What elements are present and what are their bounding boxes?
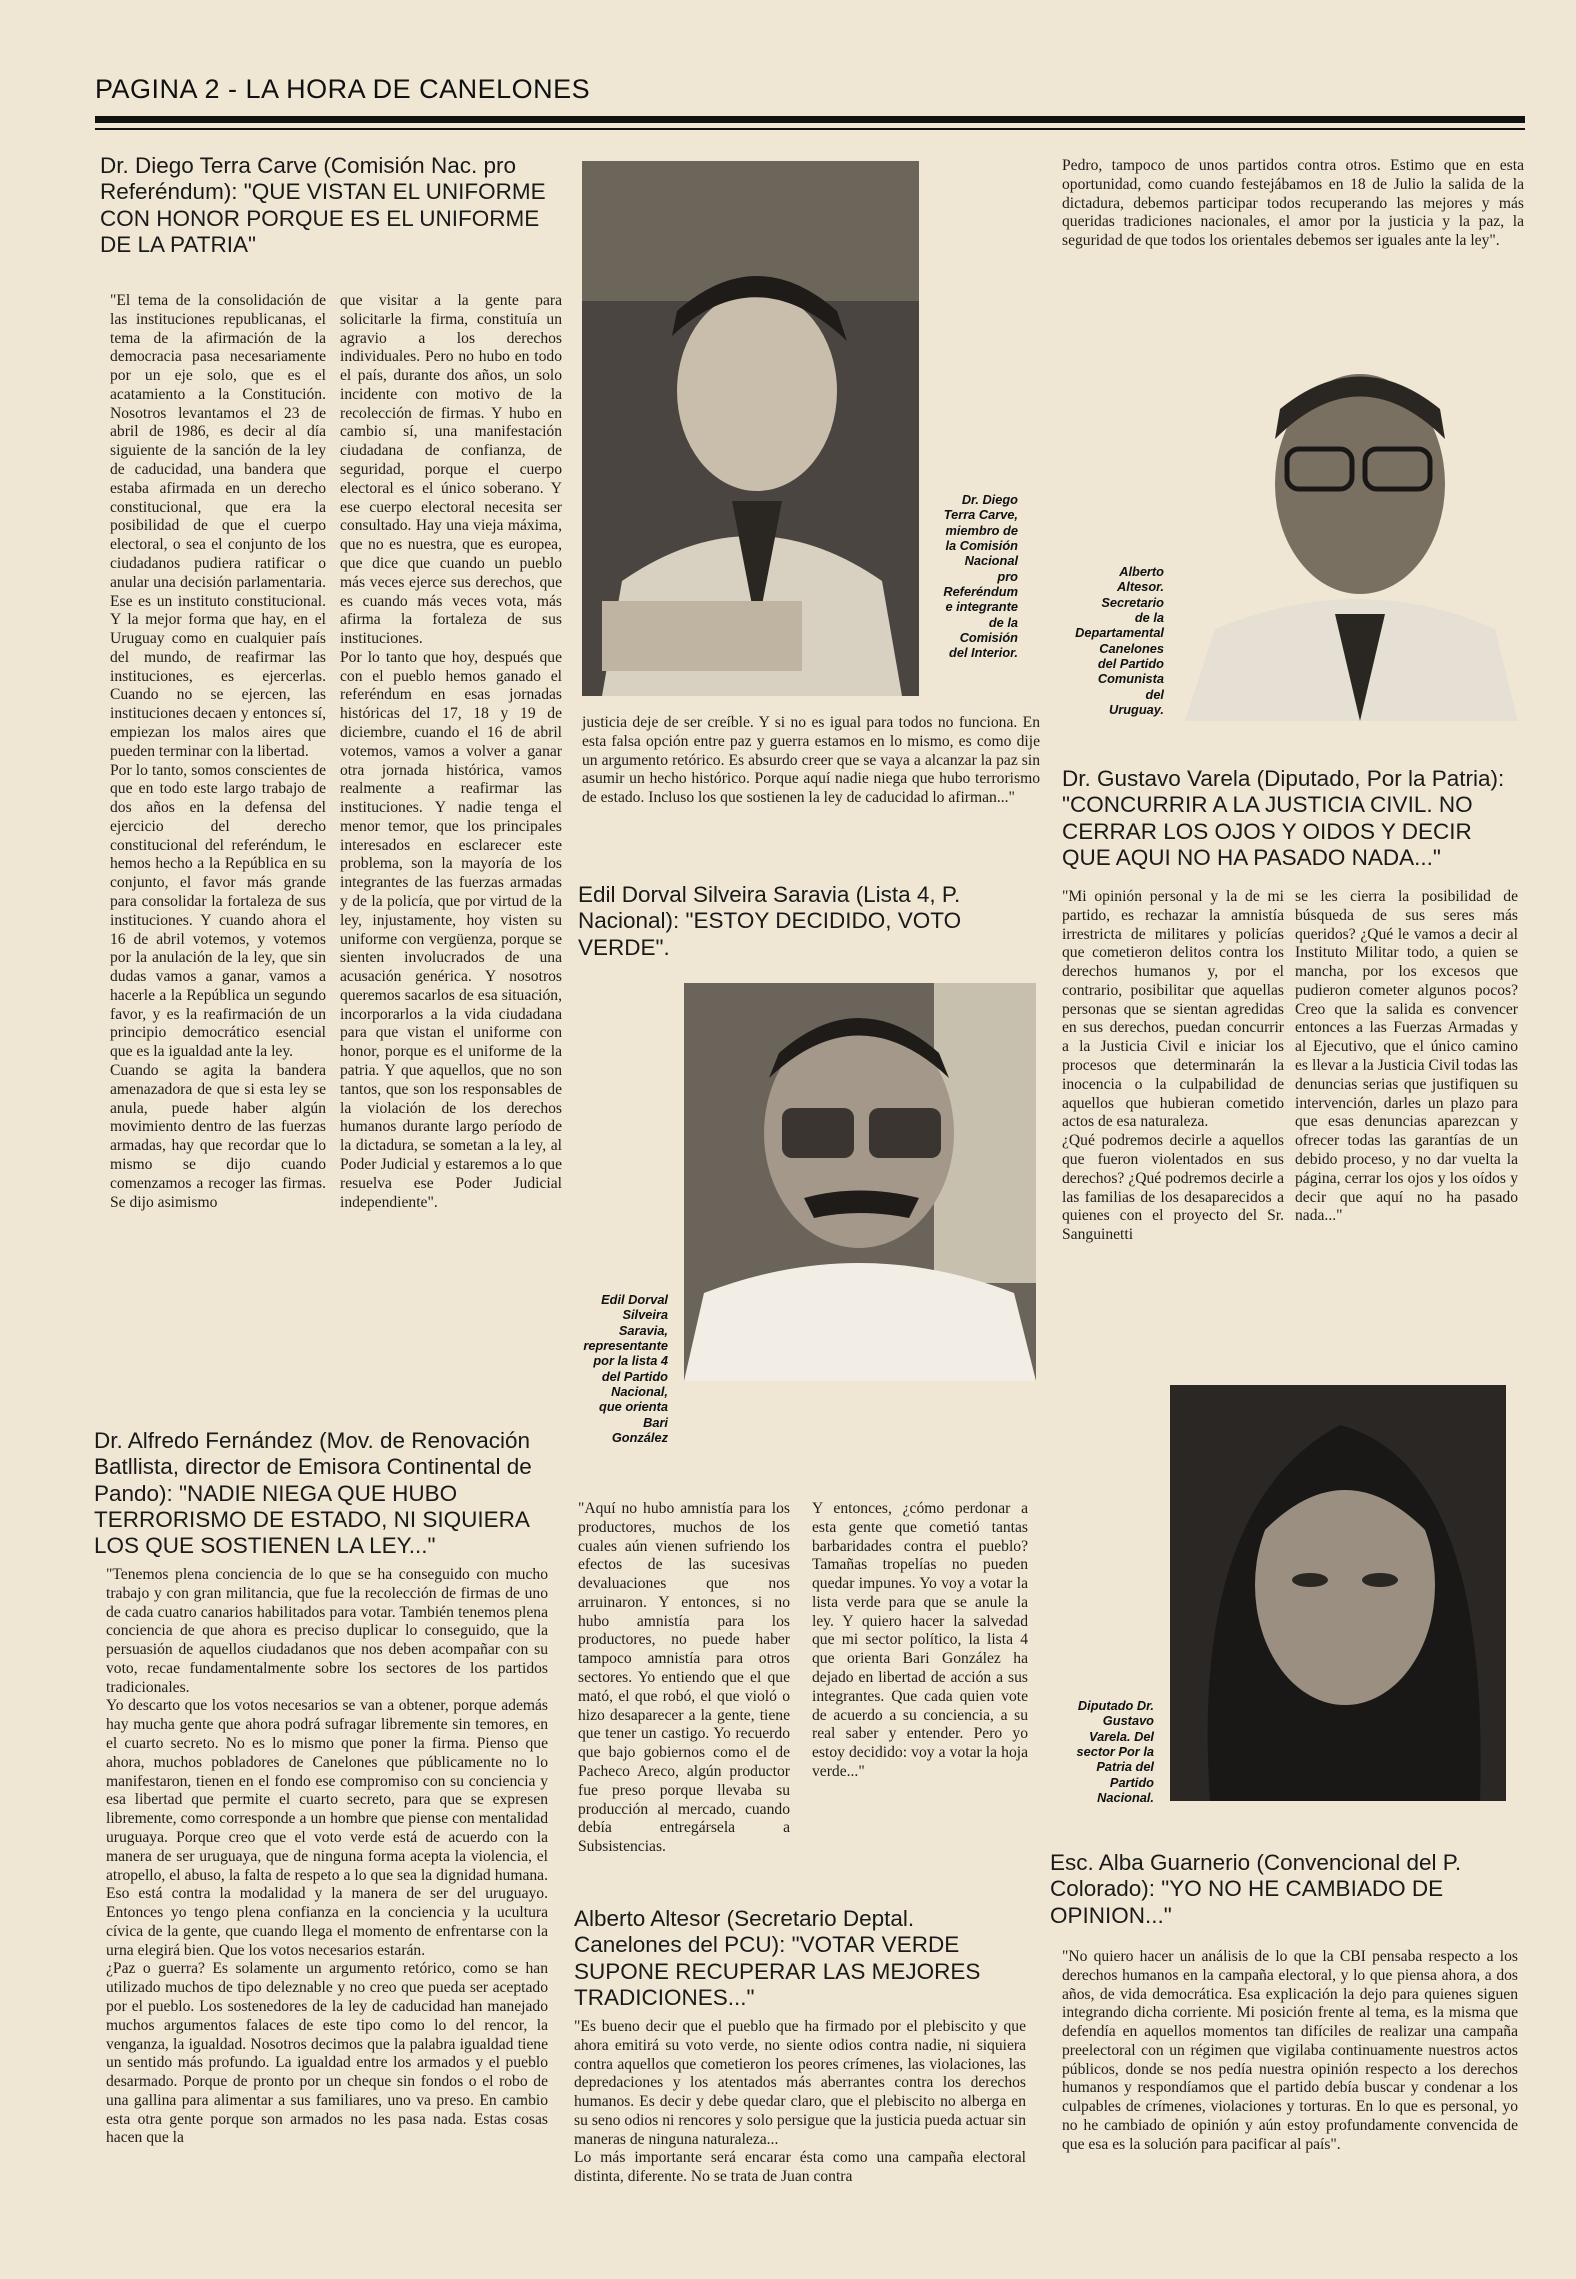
photo-terra-carve (582, 161, 919, 696)
article-body-altesor: "Es bueno decir que el pueblo que ha firmado por el plebiscito y que ahora emitirá su voto verde, no siente odios contra nadie, ni siquiera contra aquellos que cometieron los peores crímenes, las violaciones, las depredaciones y los atentados más aberrantes contra los derechos humanos. Es decir y debe quedar claro, que el plebiscito no alberga en su seno odios ni rencores y solo persigue que la justicia pueda actuar sin maneras de ninguna naturaleza... Lo más importante será encarar ésta como una campaña electoral distinta, diferente. No se trata de Juan contra (574, 2018, 1026, 2186)
caption-varela: Diputado Dr. Gustavo Varela. Del sector Por la Patria del Partido Nacional. (1076, 1698, 1154, 1806)
article-headline-terra: Dr. Diego Terra Carve (Comisión Nac. pro Referéndum): "QUE VISTAN EL UNIFORME CON HONOR PORQUE ES EL UNIFORME DE LA PATRIA" (100, 153, 546, 257)
caption-terra: Dr. Diego Terra Carve, miembro de la Comisión Nacional pro Referéndum e integrante de la Comisión del Interior. (943, 492, 1018, 661)
portrait-silhouette-icon (1175, 349, 1518, 721)
photo-gustavo-varela (1170, 1385, 1506, 1801)
photo-alberto-altesor (1175, 349, 1518, 721)
header-rule-thin (95, 128, 1525, 130)
page-header: PAGINA 2 - LA HORA DE CANELONES (95, 74, 591, 104)
article-body-silveira-col1: "Aquí no hubo amnistía para los productores, muchos de los cuales aún vienen sufriendo los efectos de las sucesivas devaluaciones que nos arruinaron. Y entonces, si no hubo amnistía para los productores, no puede haber tampoco amnistía para otros sectores. Yo entiendo que el que mató, el que robó, el que violó o hizo desaparecer a la gente, tiene que tener un castigo. Yo recuerdo que bajo gobiernos como el de Pacheco Areco, algún productor fue preso porque llevaba su producción al mercado, cuando debía entregársela a Subsistencias. (578, 1500, 790, 1856)
article-body-terra-col2: que visitar a la gente para solicitarle la firma, constituía un agravio a los derechos individuales. Pero no hubo en todo el país, durante dos años, un solo incidente con motivo de la recolección de firmas. Y hubo en cambio sí, una manifestación ciudadana de confianza, de seguridad, porque el cuerpo electoral es el único soberano. Y ese cuerpo electoral necesita ser consultado. Hay una vieja máxima, que no es nuestra, que es europea, que dice que cuando un pueblo más veces ejerce sus derechos, que es cuando más veces vota, más afirma la fortaleza de sus instituciones. Por lo tanto que hoy, después que con el pueblo hemos ganado el referéndum en esas jornadas históricas del 17, 18 y 19 de diciembre, cuando el 16 de abril votemos, vamos a volver a ganar otra jornada histórica, vamos realmente a reafirmar las instituciones. Y nadie tenga el menor temor, que los principales interesados en esclarecer este problema, son la mayoría de los integrantes de las fuerzas armadas y de la policía, que por virtud de la ley, injustamente, hoy visten su uniforme con vergüenza, porque se sienten involucrados de una acusación genérica. Y nosotros queremos sacarlos de esa situación, incorporarlos a la vida ciudadana para que vistan el uniforme con honor, porque es el uniforme de la patria. Y que aquellos, que no son tantos, que son los responsables de la violación de los derechos humanos durante largo período de la dictadura, se sometan a la ley, al Poder Judicial y estaremos a lo que resuelva ese Poder Judicial independiente". (340, 292, 562, 1211)
portrait-silhouette-icon (1170, 1385, 1506, 1801)
photo-dorval-silveira (684, 983, 1036, 1381)
article-body-silveira-col2: Y entonces, ¿cómo perdonar a esta gente que cometió tantas barbaridades contra el pueblo? Tamañas tropelías no pueden quedar impunes. Yo voy a votar la lista verde para que se anule la ley. Y quiero hacer la salvedad que mi sector político, la lista 4 que orienta Bari González ha dejado en libertad de acción a sus integrantes. Que cada quien vote de acuerdo a su conciencia, a su real saber y entender. Pero yo estoy decidido: voy a votar la hoja verde..." (812, 1500, 1028, 1780)
article-headline-altesor: Alberto Altesor (Secretario Deptal. Canelones del PCU): "VOTAR VERDE SUPONE RECUPERAR LAS MEJORES TRADICIONES..." (574, 1906, 981, 2010)
article-body-varela-col1: "Mi opinión personal y la de mi partido, es rechazar la amnistía irrestricta de militares y policías que cometieron delitos contra los derechos humanos y, por el contrario, posibilitar que aquellas personas que se sientan agredidas en sus derechos, puedan concurrir a la Justicia Civil e iniciar los procesos que determinarán la inocencia o la culpabilidad de aquellos que hubieran cometido actos de esa naturaleza. ¿Qué podremos decirle a aquellos que fueron violentados en sus derechos? ¿Qué podremos decirle a las familias de los desaparecidos a quienes con el proyecto del Sr. Sanguinetti (1062, 888, 1284, 1244)
caption-silveira: Edil Dorval Silveira Saravia, representante por la lista 4 del Partido Nacional, que orienta Bari González (583, 1292, 668, 1446)
article-headline-varela: Dr. Gustavo Varela (Diputado, Por la Patria): "CONCURRIR A LA JUSTICIA CIVIL. NO CERRAR LOS OJOS Y OIDOS Y DECIR QUE AQUI NO HA PASADO NADA..." (1062, 766, 1505, 870)
article-body-terra-col1: "El tema de la consolidación de las instituciones republicanas, el tema de la afirmación de la democracia pasa necesariamente por un eje solo, que es el acatamiento a la Constitución. Nosotros levantamos el 23 de abril de 1986, es decir al día siguiente de la sanción de la ley de caducidad, una bandera que estaba afirmada en un derecho constitucional, que era la posibilidad de que el cuerpo electoral, o sea el conjunto de los ciudadanos pudiera ratificar o anular una decisión parlamentaria. Ese es un instituto constitucional. Y la mejor forma que hay, en el Uruguay como en cualquier país del mundo, de reafirmar las instituciones, es ejercerlas. Cuando no se ejercen, las instituciones decaen y entonces sí, empiezan los malos aires que pueden terminar con la libertad. Por lo tanto, somos conscientes de que en todo este largo trabajo de dos años en la defensa del ejercicio del derecho constitucional del referéndum, le hemos hecho a la República en su conjunto, el favor más grande para consolidar la fortaleza de sus instituciones. Y cuando ahora el 16 de abril votemos, y votemos por la anulación de la ley, que sin dudas vamos a ganar, vamos a hacerle a la República un segundo favor, y es la reafirmación de un principio democrático esencial que es la igualdad ante la ley. Cuando se agita la bandera amenazadora de que si esta ley se anula, puede haber algún movimiento dentro de las fuerzas armadas, hay que recordar que lo mismo se dijo cuando comenzamos a recoger las firmas. Se dijo asimismo (110, 292, 326, 1211)
portrait-silhouette-icon (684, 983, 1036, 1381)
article-body-varela-col2: se les cierra la posibilidad de búsqueda de sus seres más queridos? ¿Qué le vamos a decir al Instituto Militar todo, a quien se mancha, por los excesos que pudieron cometer algunos pocos? Creo que la salida es convencer entonces a las Fuerzas Armadas y al Ejecutivo, que el único camino es llevar a la Justicia Civil todas las denuncias serias que justifiquen su intervención, darles un plazo para que esas denuncias aparezcan y ofrecer todas las garantías de un debido proceso, y no dar vuelta la página, cerrar los ojos y los oídos y decir que aquí no ha pasado nada..." (1295, 888, 1518, 1225)
article-headline-guarnerio: Esc. Alba Guarnerio (Convencional del P. Colorado): "YO NO HE CAMBIADO DE OPINION..." (1050, 1850, 1462, 1928)
caption-altesor: Alberto Altesor. Secretario de la Departamental Canelones del Partido Comunista del Uruguay. (1075, 564, 1164, 718)
portrait-silhouette-icon (582, 161, 919, 696)
article-body-altesor-cont: Pedro, tampoco de unos partidos contra otros. Estimo que en esta oportunidad, como cuando festejábamos en 18 de Julio la salida de la dictadura, debemos participar todos recuperando las mejores y más queridas tradiciones nacionales, el amor por la justicia y la paz, la seguridad de que todos los orientales debemos ser iguales ante la ley". (1062, 157, 1524, 250)
header-rule-thick (95, 116, 1525, 123)
article-headline-silveira: Edil Dorval Silveira Saravia (Lista 4, P. Nacional): "ESTOY DECIDIDO, VOTO VERDE". (578, 882, 962, 960)
article-body-guarnerio: "No quiero hacer un análisis de lo que la CBI pensaba respecto a los derechos humanos en la campaña electoral, y lo que piensa ahora, a dos años, de vida democrática. Esa explicación la dejo para quienes siguen integrando dicha corriente. Mi posición frente al tema, es la misma que defendía en aquellos momentos tan difíciles de realizar una campaña preelectoral con un régimen que vigilaba continuamente nuestros actos públicos, donde se nos pedía nuestra opinión respecto a los derechos humanos y respondíamos que el partido debía buscar y condenar a los culpables de crímenes, violaciones y torturas. En lo que es personal, yo no he cambiado de opinión y aún estoy profundamente convencida de que esa es la solución para pacificar al país". (1062, 1948, 1518, 2153)
article-body-fernandez: "Tenemos plena conciencia de lo que se ha conseguido con mucho trabajo y con gran militancia, que fue la recolección de firmas de uno de cada cuatro canarios habilitados para votar. También tenemos plena conciencia de que ahora es preciso duplicar lo conseguido, que la persuasión de aquellos ciudadanos que nos deben acompañar con su voto, recae fundamentalmente sobre los sectores de los partidos tradicionales. Yo descarto que los votos necesarios se van a obtener, porque además hay mucha gente que ahora podrá sufragar libremente sin temores, en el cuarto secreto. No es lo mismo que poner la firma. Pienso que ahora, muchos pobladores de Canelones que públicamente no lo manifestaron, tienen en el fondo ese compromiso con su conciencia y esa libertad que permite el cuarto secreto, para que se expresen libremente, como corresponde a un hombre que piense con mentalidad uruguaya. Porque creo que el voto verde está de acuerdo con la manera de ser uruguaya, que de ninguna forma acepta la violencia, el atropello, el abuso, la falta de respeto a lo que sea la dignidad humana. Eso está contra la modalidad y la manera de ser del uruguayo. Entonces yo tengo plena confianza en la conciencia y la ucultura cívica de la gente, que cuando llega el momento de enfrentarse con la urna elegirá bien. Que los votos necesarios estarán. ¿Paz o guerra? Es solamente un argumento retórico, como se han utilizado muchos de tipo deleznable y no creo que pueda ser aceptado por el pueblo. Los sostenedores de la ley de caducidad han manejado muchos argumentos falaces de este tipo como lo del rencor, la venganza, la igualdad. Nosotros decimos que la palabra igualdad tiene un sentido más profundo. La igualdad entre los armados y el pueblo desarmado. Porque de pronto por un cheque sin fondos o el robo de una gallina para alimentar a sus familiares, uno va preso. En cambio esta otra gente porque son armados no les pasa nada. Estas cosas hacen que la (106, 1566, 548, 2147)
article-headline-fernandez: Dr. Alfredo Fernández (Mov. de Renovación Batllista, director de Emisora Continental de Pando): "NADIE NIEGA QUE HUBO TERRORISMO DE ESTADO, NI SIQUIERA LOS QUE SOSTIENEN LA LEY..." (94, 1428, 532, 1559)
article-body-terra-col3: justicia deje de ser creíble. Y si no es igual para todos no funciona. En esta falsa opción entre paz y guerra estamos en lo mismo, es como dije un argumento retórico. Es absurdo creer que se vaya a alcanzar la paz sin asumir un hecho histórico. Porque aquí nadie niega que hubo terrorismo de estado. Incluso los que sostienen la ley de caducidad lo afirman..." (582, 714, 1040, 807)
